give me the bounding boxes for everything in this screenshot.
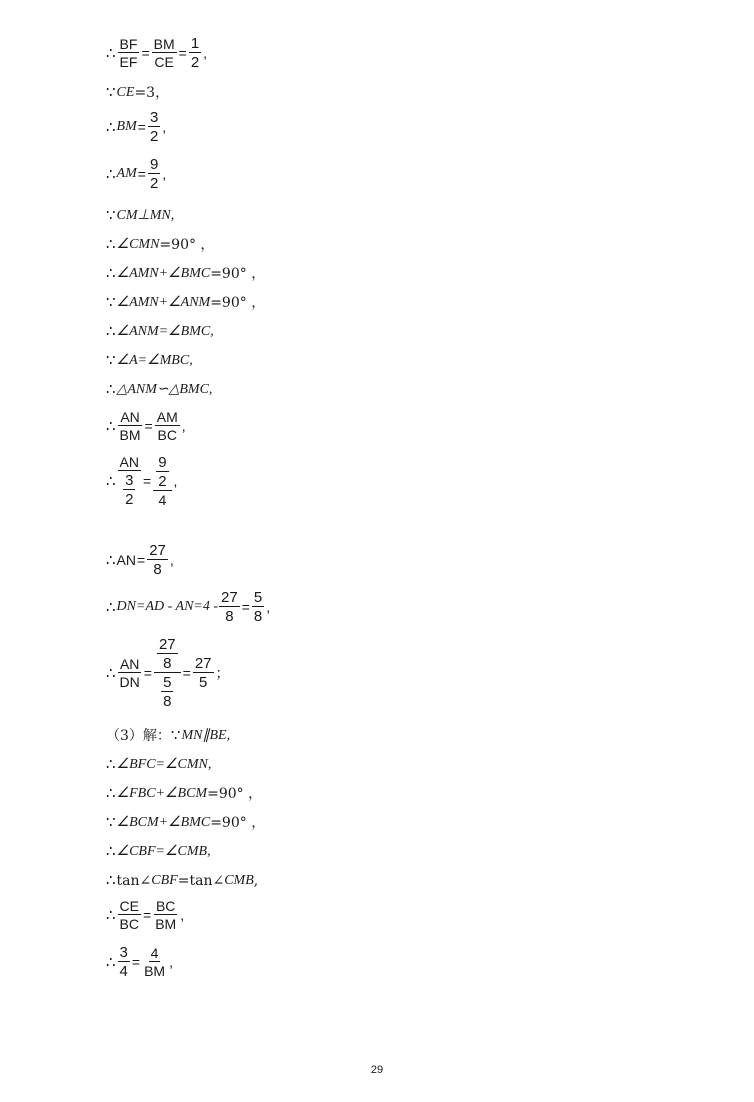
- therefore-symbol: ∴: [106, 905, 116, 924]
- numerator: 3: [119, 944, 128, 961]
- equals: =: [137, 119, 146, 135]
- denominator: 2: [149, 128, 159, 145]
- expression: ∠AMN+∠BMC: [116, 265, 211, 281]
- punctuation: ,: [203, 45, 208, 61]
- punctuation: ；: [215, 665, 230, 681]
- denominator: 8: [163, 655, 172, 672]
- denominator: DN: [119, 674, 140, 690]
- therefore-symbol: ∴: [106, 755, 116, 773]
- expression: =90° ，: [207, 785, 263, 802]
- numerator: 1: [190, 35, 200, 52]
- fraction: [118, 37, 140, 69]
- therefore-symbol: ∴: [106, 784, 116, 802]
- expression: △ANM∽△BMC,: [116, 381, 213, 397]
- therefore-symbol: ∴: [106, 322, 116, 340]
- math-line-23: [106, 899, 185, 931]
- expression: ∠A=∠MBC,: [116, 352, 193, 368]
- expression: BM: [116, 119, 137, 134]
- therefore-symbol: ∴: [106, 235, 116, 253]
- fraction: [219, 590, 240, 624]
- math-line-6: [106, 237, 214, 252]
- math-line-22: [106, 873, 258, 888]
- numerator: BC: [155, 898, 176, 914]
- fraction: [118, 945, 130, 979]
- math-line-3: [106, 110, 167, 144]
- because-symbol: ∵: [106, 206, 116, 224]
- expression: AN: [116, 552, 136, 568]
- expression: CM⊥MN,: [116, 207, 175, 223]
- numerator: CE: [119, 898, 139, 914]
- because-symbol: ∵: [106, 351, 116, 369]
- therefore-symbol: ∴: [106, 550, 116, 569]
- denominator: 8: [153, 561, 162, 578]
- numerator: AN: [119, 656, 140, 672]
- denominator: 4: [119, 963, 128, 980]
- numerator: 27: [194, 655, 212, 672]
- numerator: 9: [149, 156, 159, 173]
- math-line-13: [106, 455, 178, 507]
- therefore-symbol: ∴: [106, 43, 116, 62]
- numerator: 3: [149, 109, 159, 126]
- punctuation: ,: [162, 119, 167, 135]
- therefore-symbol: ∴: [106, 952, 116, 971]
- complex-fraction: [153, 455, 171, 507]
- expression: CMB: [224, 872, 254, 888]
- math-line-16: [106, 637, 231, 709]
- equals: =: [182, 665, 191, 681]
- because-symbol: ∵: [106, 293, 116, 311]
- therefore-symbol: ∴: [106, 597, 116, 616]
- punctuation: ,: [266, 599, 271, 615]
- math-line-24: [106, 945, 174, 979]
- fraction: [157, 637, 178, 671]
- fraction: [161, 675, 173, 709]
- expression: DN=AD - AN=4 -: [116, 599, 219, 614]
- denominator: 5: [199, 674, 208, 691]
- expression: AM: [116, 166, 137, 181]
- therefore-symbol: ∴: [106, 264, 116, 282]
- expression: CE: [116, 84, 135, 100]
- fraction: [118, 410, 143, 442]
- therefore-symbol: ∴: [106, 416, 116, 435]
- math-line-17: [106, 728, 230, 743]
- denominator: 2: [190, 54, 200, 71]
- punctuation: ,: [253, 872, 259, 889]
- punctuation: ,: [169, 552, 174, 568]
- fraction: [189, 36, 201, 70]
- math-line-19: [106, 786, 262, 801]
- fraction: [147, 543, 168, 577]
- fraction: [148, 110, 160, 144]
- fraction: [148, 157, 160, 191]
- therefore-symbol: ∴: [106, 164, 116, 183]
- therefore-symbol: ∴: [106, 663, 116, 682]
- denominator: 4: [158, 492, 167, 508]
- numerator: 3: [125, 472, 134, 489]
- because-symbol: ∵: [106, 813, 116, 831]
- expression: =90° ，: [210, 814, 266, 831]
- numerator: BM: [153, 36, 175, 52]
- expression: CBF: [151, 872, 178, 888]
- punctuation: ,: [169, 954, 173, 970]
- math-line-21: [106, 844, 211, 859]
- fraction: [123, 473, 135, 507]
- numerator: [154, 637, 181, 673]
- denominator: BM: [155, 916, 177, 932]
- numerator: BF: [119, 36, 138, 52]
- equals: =: [178, 45, 187, 61]
- punctuation: ,: [181, 418, 186, 434]
- punctuation: ,: [180, 907, 185, 923]
- numerator: 9: [158, 454, 167, 471]
- expression: =tan∠: [177, 872, 225, 889]
- math-line-7: [106, 266, 265, 281]
- equals: =: [143, 473, 152, 489]
- page-number: 29: [370, 1064, 384, 1076]
- expression: =90° ，: [159, 236, 215, 253]
- equals: =: [131, 954, 141, 970]
- expression: ∠ANM=∠BMC,: [116, 323, 214, 339]
- fraction: [118, 657, 142, 689]
- equals: =: [144, 418, 153, 434]
- expression: =3，: [134, 84, 170, 101]
- expression: ∠AMN+∠ANM: [116, 294, 211, 310]
- denominator: 8: [225, 608, 234, 625]
- denominator: 2: [149, 175, 159, 192]
- expression: ∠FBC+∠BCM: [116, 785, 208, 801]
- denominator: BM: [144, 963, 166, 979]
- denominator: 8: [253, 608, 263, 625]
- math-line-15: [106, 590, 271, 624]
- therefore-symbol: ∴: [106, 117, 116, 136]
- numerator: 4: [150, 945, 159, 961]
- numerator: AN: [119, 454, 139, 470]
- expression: =90° ，: [210, 294, 266, 311]
- complex-fraction: [118, 455, 141, 507]
- punctuation: ,: [162, 166, 167, 182]
- math-line-11: [106, 382, 212, 397]
- therefore-symbol: ∴: [106, 380, 116, 398]
- fraction: [142, 946, 167, 978]
- denominator: EF: [119, 54, 138, 70]
- math-line-12: [106, 410, 187, 442]
- numerator: 5: [163, 674, 172, 691]
- numerator: AM: [156, 409, 178, 425]
- equals: =: [143, 665, 152, 681]
- numerator: 27: [158, 636, 176, 653]
- fraction: [118, 899, 141, 931]
- math-line-1: [106, 36, 208, 70]
- math-line-9: [106, 324, 214, 339]
- therefore-symbol: ∴: [106, 842, 116, 860]
- equals: =: [137, 552, 146, 568]
- math-line-14: [106, 543, 175, 577]
- because-symbol: ∵: [170, 726, 181, 744]
- math-line-10: [106, 353, 193, 368]
- denominator: BC: [157, 427, 177, 443]
- math-line-2: [106, 85, 169, 100]
- math-line-8: [106, 295, 265, 310]
- numerator: AN: [120, 409, 140, 425]
- denominator: BC: [119, 916, 139, 932]
- expression: ∠CMN: [116, 236, 160, 252]
- numerator: [153, 455, 171, 491]
- numerator: 27: [149, 542, 166, 559]
- equals: =: [137, 166, 146, 182]
- denominator: CE: [154, 54, 174, 70]
- expression: ∠CBF=∠CMB,: [116, 843, 211, 859]
- fraction: [193, 656, 214, 690]
- equals: =: [141, 45, 150, 61]
- numerator: 27: [221, 589, 238, 606]
- fraction: [155, 410, 180, 442]
- therefore-symbol: ∴: [106, 471, 116, 490]
- expression: ∠BFC=∠CMN,: [116, 756, 212, 772]
- math-line-4: [106, 157, 167, 191]
- because-symbol: ∵: [106, 83, 116, 101]
- math-line-20: [106, 815, 265, 830]
- denominator: BM: [119, 427, 141, 443]
- equals: =: [241, 599, 250, 615]
- fraction: [152, 37, 177, 69]
- complex-fraction: [154, 637, 181, 709]
- denominator: 2: [125, 491, 134, 508]
- fraction: [252, 590, 264, 624]
- math-line-5: [106, 208, 174, 223]
- therefore-symbol: ∴: [106, 871, 116, 889]
- part-label: （3）解：: [106, 727, 171, 744]
- expression: MN∥BE,: [181, 727, 231, 743]
- expression: ∠BCM+∠BMC: [116, 814, 211, 830]
- fraction: [153, 899, 178, 931]
- numerator: 5: [253, 589, 263, 606]
- denominator: [158, 673, 176, 709]
- denominator: 2: [158, 473, 167, 490]
- equals: =: [143, 907, 152, 923]
- expression: =90° ，: [210, 265, 266, 282]
- fraction: [156, 455, 168, 489]
- math-line-18: [106, 757, 211, 772]
- denominator: [120, 471, 138, 507]
- expression: tan∠: [116, 872, 152, 889]
- denominator: 8: [163, 693, 172, 710]
- punctuation: ,: [173, 473, 178, 489]
